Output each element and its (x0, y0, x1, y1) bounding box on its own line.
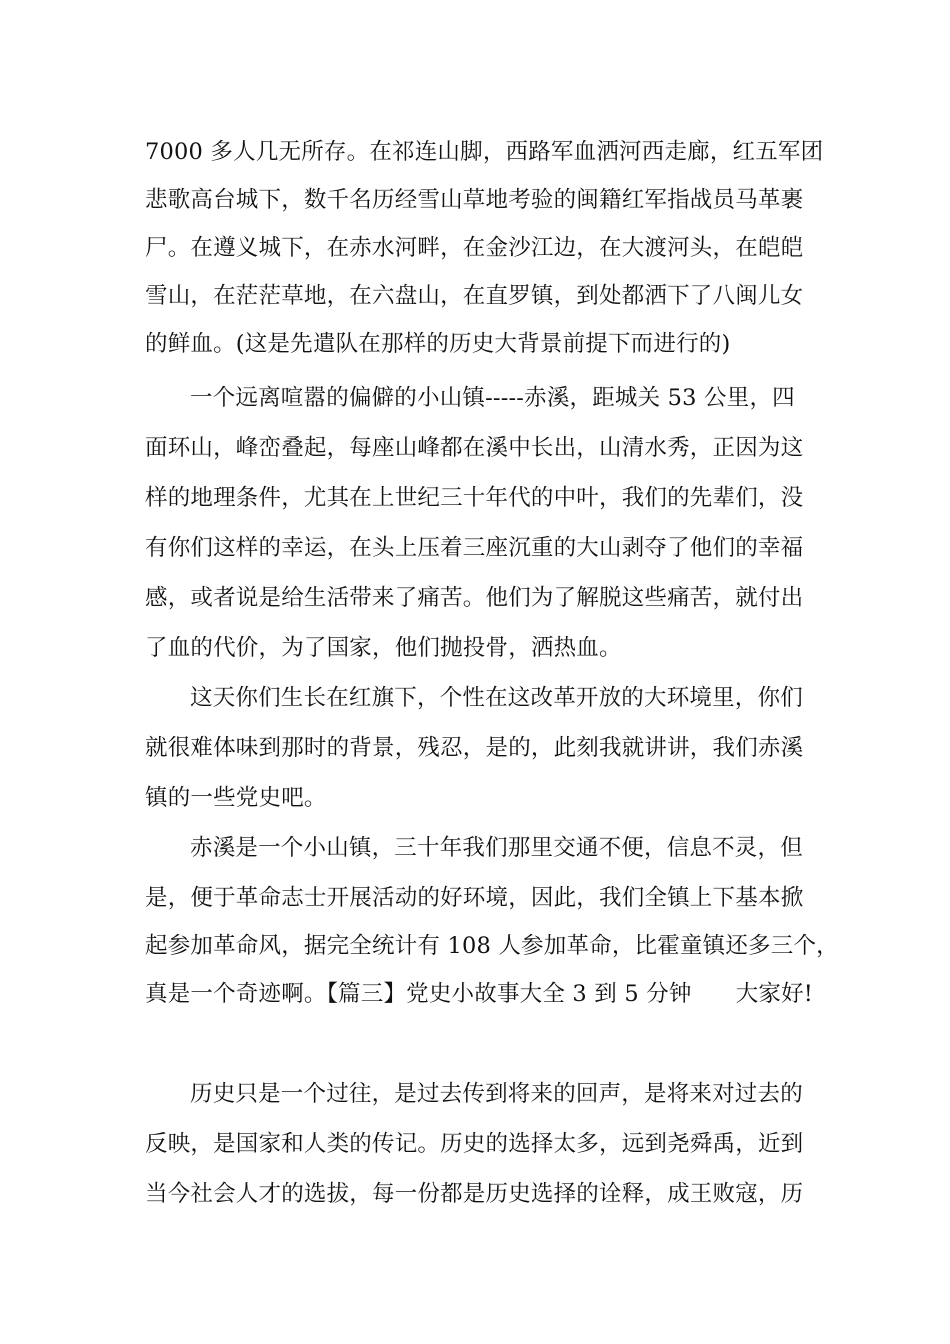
text-line: 的鲜血。(这是先遣队在那样的历史大背景前提下而进行的) (145, 331, 731, 357)
text-line: 这天你们生长在红旗下，个性在这改革开放的大环境里，你们 (190, 685, 803, 711)
text-line: 反映，是国家和人类的传记。历史的选择太多，远到尧舜禹，近到 (145, 1131, 804, 1157)
text-line: 真是一个奇迹啊。【篇三】党史小故事大全 3 到 5 分钟 大家好! (145, 981, 814, 1007)
text-line: 悲歌高台城下，数千名历经雪山草地考验的闽籍红军指战员马革裹 (145, 187, 804, 213)
text-line: 起参加革命风，据完全统计有 108 人参加革命，比霍童镇还多三个， (145, 933, 839, 959)
text-line: 7000 多人几无所存。在祁连山脚，西路军血洒河西走廊，红五军团 (145, 139, 824, 165)
text-line: 历史只是一个过往，是过去传到将来的回声，是将来对过去的 (190, 1081, 803, 1107)
text-line: 镇的一些党史吧。 (145, 785, 327, 811)
text-line: 雪山，在茫茫草地，在六盘山，在直罗镇，到处都洒下了八闽儿女 (145, 283, 804, 309)
text-line: 尸。在遵义城下，在赤水河畔，在金沙江边，在大渡河头，在皑皑 (145, 235, 804, 261)
text-line: 赤溪是一个小山镇，三十年我们那里交通不便，信息不灵，但 (190, 835, 803, 861)
text-line: 样的地理条件，尤其在上世纪三十年代的中叶，我们的先辈们，没 (145, 485, 804, 511)
text-line: 面环山，峰峦叠起，每座山峰都在溪中长出，山清水秀，正因为这 (145, 435, 804, 461)
text-line: 是，便于革命志士开展活动的好环境，因此，我们全镇上下基本掀 (145, 885, 804, 911)
text-line: 有你们这样的幸运，在头上压着三座沉重的大山剥夺了他们的幸福 (145, 535, 804, 561)
text-line: 一个远离喧嚣的偏僻的小山镇-----赤溪，距城关 53 公里，四 (190, 385, 795, 411)
text-line: 当今社会人才的选拔，每一份都是历史选择的诠释，成王败寇，历 (145, 1181, 804, 1207)
text-line: 了血的代价，为了国家，他们抛投骨，洒热血。 (145, 635, 622, 661)
text-line: 感，或者说是给生活带来了痛苦。他们为了解脱这些痛苦，就付出 (145, 585, 804, 611)
text-line: 就很难体味到那时的背景，残忍，是的，此刻我就讲讲，我们赤溪 (145, 735, 804, 761)
